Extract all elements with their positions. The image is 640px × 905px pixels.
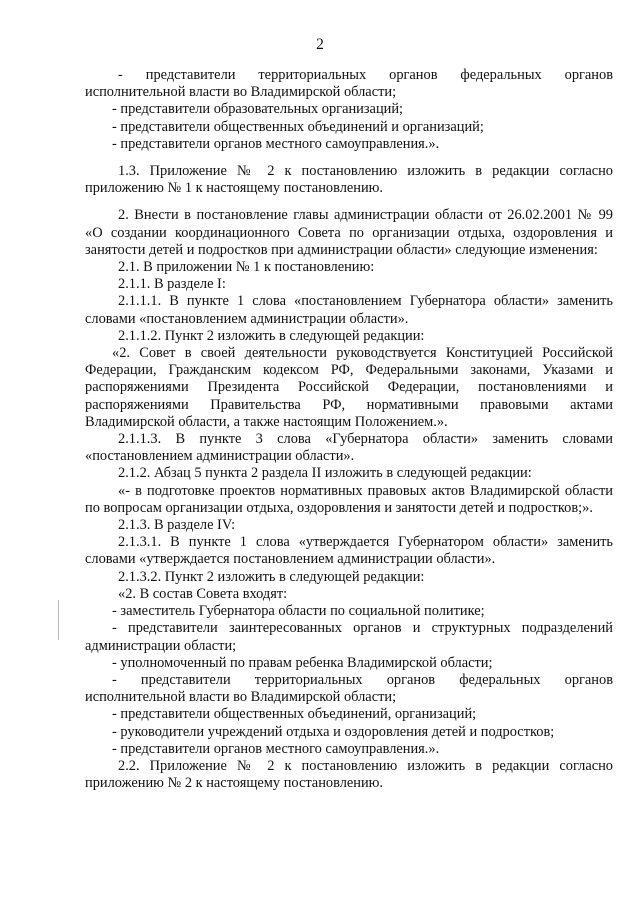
list-item-recreation-heads: - руководители учреждений отдыха и оздоровления детей и подростков; [112, 723, 555, 740]
list-item-interested-bodies: - представители заинтересованных органов и структурных подразделений администрации области; [85, 620, 613, 654]
clause-2-1-3-2: 2.1.3.2. Пункт 2 изложить в следующей редакции: [118, 568, 425, 585]
clause-2-1-1-2: 2.1.1.2. Пункт 2 изложить в следующей редакции: [118, 327, 425, 344]
clause-2-1-3-1: 2.1.3.1. В пункте 1 слова «утверждается Губернатором области» заменить словами «утверждается постановлением администрации области». [85, 534, 613, 568]
list-item-local-government-2: - представители органов местного самоуправления.». [112, 740, 440, 757]
list-item-local-government: - представители органов местного самоуправления.». [112, 135, 440, 152]
clause-2-1-1-3: 2.1.1.3. В пункте 3 слова «Губернатора области» заменить словами «постановлением администрации области». [85, 431, 613, 465]
list-item-public-associations: - представители общественных объединений и организаций; [112, 118, 484, 135]
list-item-territorial-bodies-2: - представители территориальных органов федеральных органов исполнительной власти во Владимирской области; [85, 671, 613, 706]
list-item-educational-orgs: - представители образовательных организаций; [112, 101, 404, 118]
page-number: 2 [316, 36, 324, 53]
clause-2-1-3: 2.1.3. В разделе IV: [118, 517, 236, 534]
list-item-territorial-bodies: - представители территориальных органов федеральных органов исполнительной власти во Владимирской области; [85, 67, 613, 101]
clause-2-2: 2.2. Приложение № 2 к постановлению изложить в редакции согласно приложению № 2 к настоящему постановлению. [85, 757, 613, 792]
list-item-child-ombudsman: - уполномоченный по правам ребенка Владимирской области; [112, 654, 493, 671]
clause-2-1: 2.1. В приложении № 1 к постановлению: [118, 259, 375, 276]
clause-2-1-1-1: 2.1.1.1. В пункте 1 слова «постановлением Губернатора области» заменить словами «постановлением администрации области». [85, 293, 613, 327]
clause-2: 2. Внести в постановление главы администрации области от 26.02.2001 № 99 «О создании координационного Совета по организации отдыха, оздоровления и занятости детей и подростков при администрации области» следующие изменения: [85, 207, 613, 258]
document-body [85, 67, 613, 792]
list-item-deputy-governor: - заместитель Губернатора области по социальной политике; [112, 603, 485, 620]
quoted-clause-council-legal-basis: «2. Совет в своей деятельности руководствуется Конституцией Российской Федерации, Гражданским кодексом РФ, Федеральными законами, Указами и распоряжениями Президента Российской Федерации, постановлениями и распоряжениями Правительства РФ, нормативными правовыми актами Владимирской области, а также настоящим Положением.». [85, 345, 613, 430]
list-item-public-associations-2: - представители общественных объединений, организаций; [112, 706, 477, 723]
clause-1-3: 1.3. Приложение № 2 к постановлению изложить в редакции согласно приложению № 1 к настоящему постановлению. [85, 163, 613, 197]
scan-artifact-line [58, 600, 59, 640]
quoted-clause-draft-acts: «- в подготовке проектов нормативных правовых актов Владимирской области по вопросам организации отдыха, оздоровления и занятости детей и подростков;». [85, 482, 613, 516]
clause-2-1-2: 2.1.2. Абзац 5 пункта 2 раздела II изложить в следующей редакции: [118, 465, 532, 482]
clause-2-1-1: 2.1.1. В разделе I: [118, 276, 226, 293]
quoted-clause-council-composition: «2. В состав Совета входят: [118, 585, 288, 602]
